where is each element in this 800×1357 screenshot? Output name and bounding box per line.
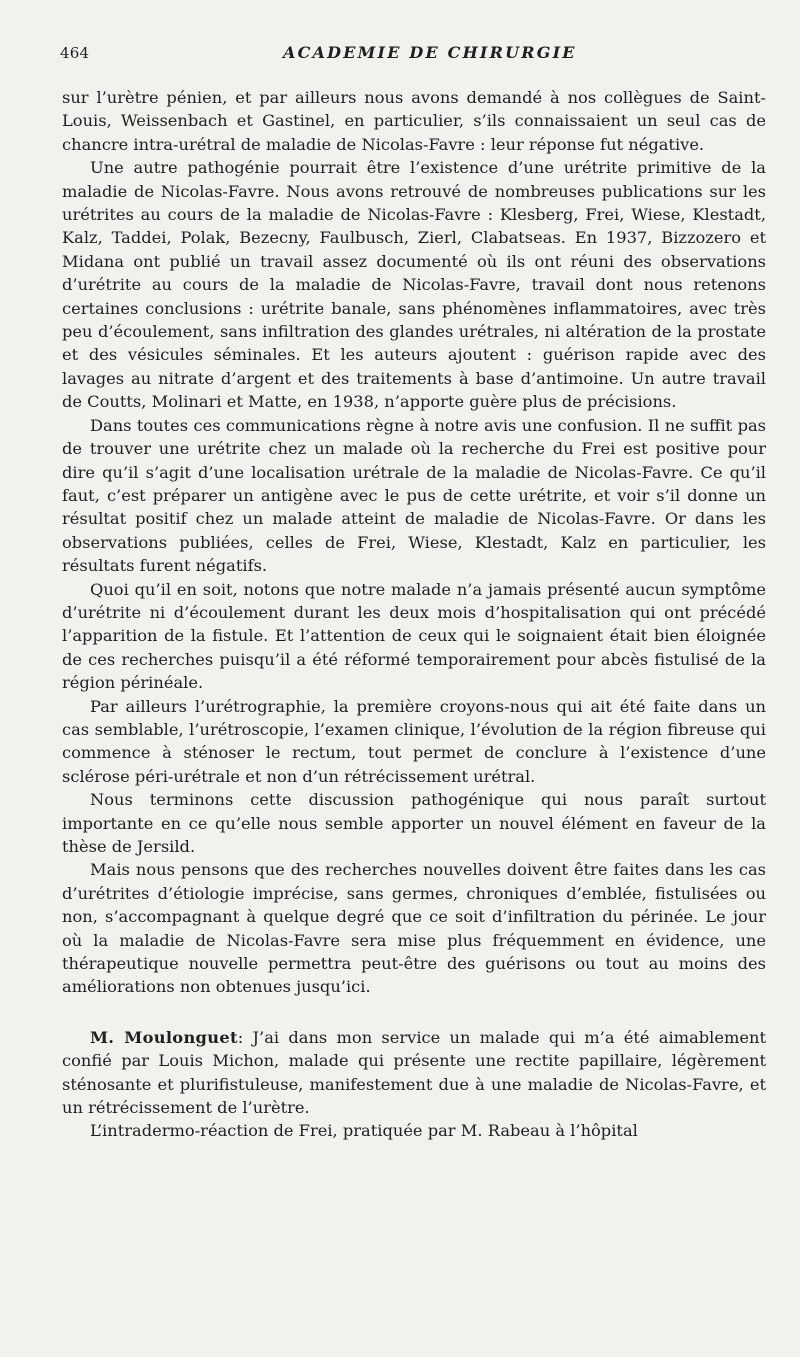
speaker-colon: : <box>237 1027 244 1047</box>
paragraph-confusion: Dans toutes ces communications règne à notre avis une confusion. Il ne suffit pas de trouver une urétrite chez un malade où la recherche du Frei est positive pour dire qu’il s’agit d’une localisation urétrale de la maladie de Nicolas-Favre. Ce qu’il faut, c’est préparer un antigène avec le pus de cette urétrite, et voir s’il donne un résultat positif chez un malade atteint de maladie de Nicolas-Favre. Or dans les observations publiées, celles de Frei, Wiese, Klestadt, Kalz en particulier, les résultats furent négatifs. <box>62 415 766 576</box>
paragraph-continuation: sur l’urètre pénien, et par ailleurs nous avons demandé à nos collègues de Saint-Louis, Weissenbach et Gastinel, en particulier, s’ils connaissaient un seul cas de chancre intra-urétral de maladie de Nicolas-Favre : leur réponse fut négative. <box>62 88 766 154</box>
paragraph-speaker <box>62 1026 766 1120</box>
running-head <box>60 40 766 70</box>
speaker-name: M. Moulonguet <box>90 1027 238 1047</box>
body-text <box>62 86 766 1143</box>
paragraph-urethrographie: Par ailleurs l’urétrographie, la première croyons-nous qui ait été faite dans un cas semblable, l’urétroscopie, l’examen clinique, l’évolution de la région fibreuse qui commence à sténoser le rectum, tout permet de conclure à l’existence d’une sclérose péri-urétrale et non d’un rétrécissement urétral. <box>62 696 766 786</box>
paragraph-discussion: Nous terminons cette discussion pathogénique qui nous paraît surtout importante en ce qu’elle nous semble apporter un nouvel élément en faveur de la thèse de Jersild. <box>62 790 766 856</box>
paragraph-pathogenie: Une autre pathogénie pourrait être l’existence d’une urétrite primitive de la maladie de Nicolas-Favre. Nous avons retrouvé de nombreuses publications sur les urétrites au cours de la maladie de Nicolas-Favre : Klesberg, Frei, Wiese, Klestadt, Kalz, Taddei, Polak, Bezecny, Faulbusch, Zierl, Clabatseas. En 1937, Bizzozero et Midana ont publié un travail assez documenté où ils ont réuni des observations d’urétrite au cours de la maladie de Nicolas-Favre, travail dont nous retenons certaines conclusions : urétrite banale, sans phénomènes inflammatoires, avec très peu d’écoulement, sans infiltration des glandes urétrales, ni altération de la prostate et des vésicules séminales. Et les auteurs ajoutent : guérison rapide avec des lavages au nitrate d’argent et des traitements à base d’antimoine. Un autre travail de Coutts, Molinari et Matte, en 1938, n’apporte guère plus de précisions. <box>62 158 766 412</box>
paragraph-malade: Quoi qu’il en soit, notons que notre malade n’a jamais présenté aucun symptôme d’urétrite ni d’écoulement durant les deux mois d’hospitalisation qui ont précédé l’apparition de la fistule. Et l’attention de ceux qui le soignaient était bien éloignée de ces recherches puisqu’il a été réformé temporairement pour abcès fistulisé de la région périnéale. <box>62 579 766 693</box>
paragraph-closing: L’intradermo-réaction de Frei, pratiquée par M. Rabeau à l’hôpital <box>90 1121 638 1141</box>
page-number: 464 <box>60 44 90 62</box>
speaker-text: J’ai dans mon service un malade qui m’a été aimablement confié par Louis Michon, malade qui présente une rectite papillaire, légèrement sténosante et plurifistuleuse, manifestement due à une maladie de Nicolas-Favre, et un rétrécissement de l’urètre. <box>62 1027 766 1118</box>
journal-title: ACADEMIE DE CHIRURGIE <box>283 43 577 62</box>
paragraph-recherches: Mais nous pensons que des recherches nouvelles doivent être faites dans les cas d’urétrites d’étiologie imprécise, sans germes, chroniques d’emblée, fistulisées ou non, s’accompagnant à quelque degré que ce soit d’infiltration du périnée. Le jour où la maladie de Nicolas-Favre sera mise plus fréquemment en évidence, une thérapeutique nouvelle permettra peut-être des guérisons ou tout au moins des améliorations non obtenues jusqu’ici. <box>62 860 766 997</box>
